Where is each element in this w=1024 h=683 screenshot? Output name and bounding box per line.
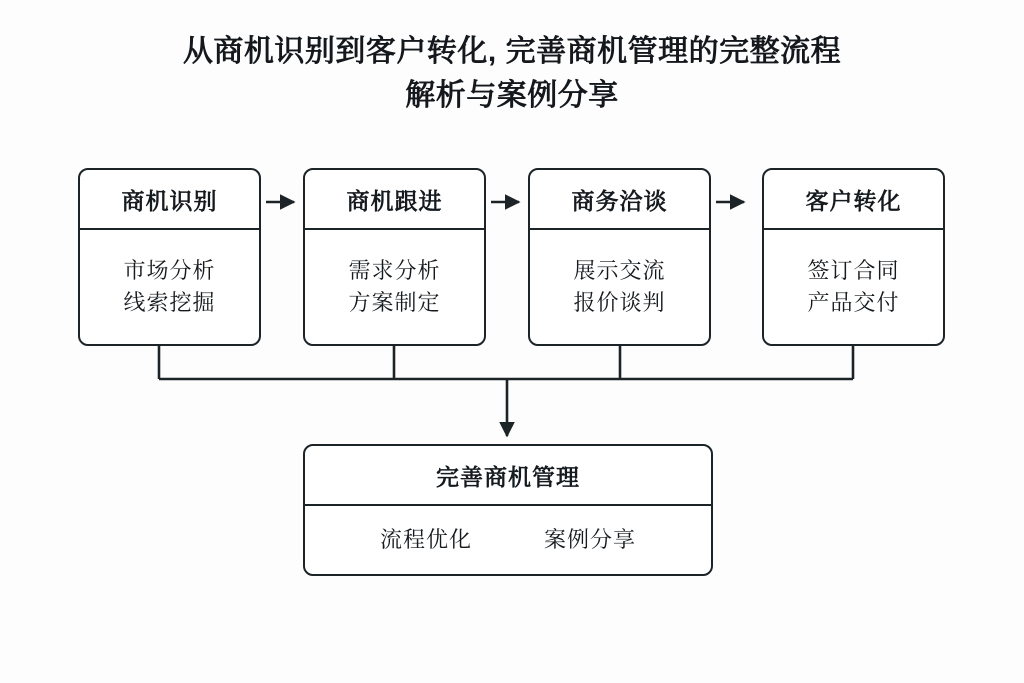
stage-node-4-item-1: 签订合同 — [807, 258, 900, 284]
stage-node-2-header: 商机跟进 — [305, 170, 484, 230]
stage-node-4-header: 客户转化 — [764, 170, 943, 230]
stage-node-3-item-1: 展示交流 — [573, 258, 666, 284]
stage-node-1-item-1: 市场分析 — [123, 258, 216, 284]
stage-node-4-item-2: 产品交付 — [807, 290, 900, 315]
stage-node-2-body — [305, 230, 484, 344]
stage-node-3-header: 商务洽谈 — [530, 170, 709, 230]
stage-node-4-body — [764, 230, 943, 344]
stage-node-1-header: 商机识别 — [80, 170, 259, 230]
stage-node-2-item-1: 需求分析 — [348, 258, 441, 284]
page-title-line-2: 解析与案例分享 — [405, 78, 619, 112]
stage-node-3[interactable] — [528, 168, 711, 346]
stage-node-3-body — [530, 230, 709, 344]
page-title — [0, 30, 1024, 117]
stage-node-2[interactable] — [303, 168, 486, 346]
stage-node-1[interactable] — [78, 168, 261, 346]
summary-node-item-1: 流程优化 — [379, 527, 472, 553]
stage-node-3-item-2: 报价谈判 — [573, 290, 666, 315]
stage-node-1-body — [80, 230, 259, 344]
summary-node-header: 完善商机管理 — [305, 446, 711, 506]
summary-node[interactable] — [303, 444, 713, 576]
stage-node-4[interactable] — [762, 168, 945, 346]
summary-node-body — [305, 506, 711, 574]
summary-node-item-2: 案例分享 — [544, 527, 637, 553]
page-title-line-1: 从商机识别到客户转化, 完善商机管理的完整流程 — [182, 35, 842, 68]
stage-node-2-item-2: 方案制定 — [348, 290, 441, 315]
stage-node-1-item-2: 线索挖掘 — [123, 290, 216, 315]
